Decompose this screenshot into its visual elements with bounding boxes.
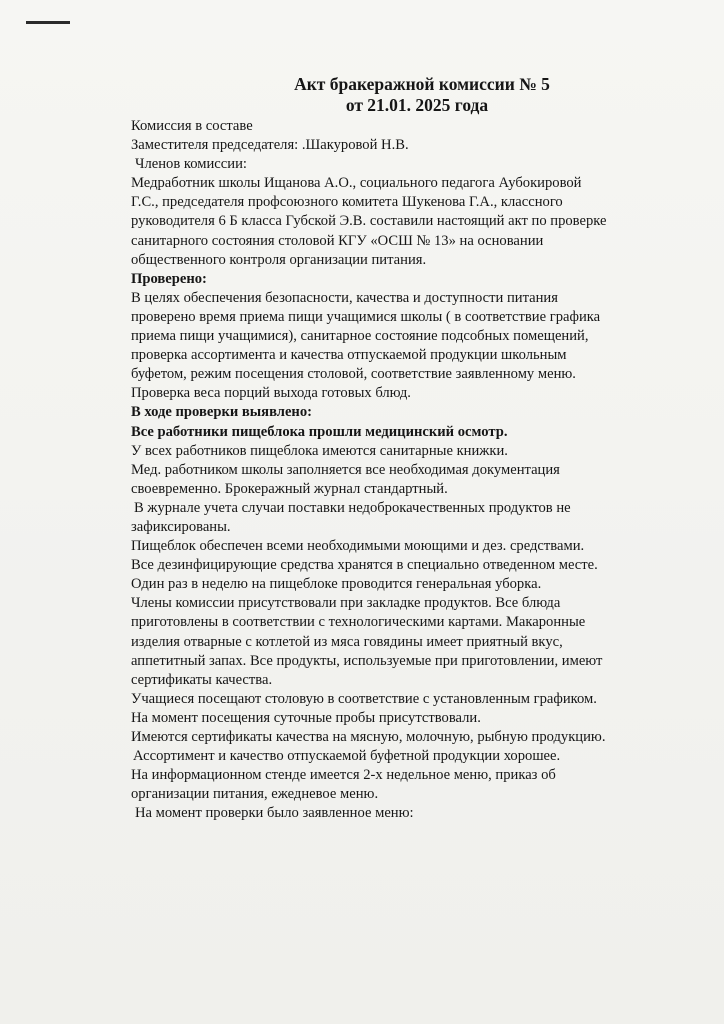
text-line: Заместителя председателя: .Шакуровой Н.В. xyxy=(131,137,409,154)
title-line-2: от 21.01. 2025 года xyxy=(345,95,489,115)
text-line: своевременно. Брокеражный журнал стандартный. xyxy=(131,480,448,497)
text-line: изделия отварные с котлетой из мяса говядины имеет приятный вкус, xyxy=(131,633,563,650)
text-line: организации питания, ежедневое меню. xyxy=(131,786,379,803)
text-line: Пищеблок обеспечен всеми необходимыми моющими и дез. средствами. xyxy=(131,538,585,555)
text-line: У всех работников пищеблока имеются санитарные книжки. xyxy=(131,442,508,459)
text-line: проверено время приема пищи учащимися школы ( в соответствие графика xyxy=(131,308,601,325)
text-line: Медработник школы Ищанова А.О., социального педагога Аубокировой xyxy=(131,175,582,192)
text-line: Все дезинфицирующие средства хранятся в специально отведенном месте. xyxy=(131,557,598,574)
text-line: Учащиеся посещают столовую в соответствие с установленным графиком. xyxy=(131,690,597,707)
text-line: Проверка веса порций выхода готовых блюд. xyxy=(131,385,411,402)
text-line: На момент проверки было заявленное меню: xyxy=(135,805,414,822)
text-line: Г.С., председателя профсоюзного комитета Шукенова Г.А., классного xyxy=(131,194,563,211)
text-line: В целях обеспечения безопасности, качества и доступности питания xyxy=(131,289,558,306)
section-heading-checked: Проверено: xyxy=(131,270,207,287)
text-line: общественного контроля организации питания. xyxy=(131,251,427,268)
document-title xyxy=(0,74,724,116)
text-line: Комиссия в составе xyxy=(131,118,253,134)
text-line: буфетом, режим посещения столовой, соответствие заявленному меню. xyxy=(131,366,576,383)
text-line: Членов комиссии: xyxy=(135,156,247,173)
text-line: Ассортимент и качество отпускаемой буфетной продукции хорошее. xyxy=(133,748,561,765)
text-line: Имеются сертификаты качества на мясную, молочную, рыбную продукцию. xyxy=(131,729,606,745)
text-line: проверка ассортимента и качества отпускаемой продукции школьным xyxy=(131,347,567,364)
text-line: В журнале учета случаи поставки недоброкачественных продуктов не xyxy=(134,499,571,516)
text-line: сертификаты качества. xyxy=(131,671,273,688)
text-line: На момент посещения суточные пробы присутствовали. xyxy=(131,709,481,726)
text-line: зафиксированы. xyxy=(131,518,231,535)
title-line-1: Акт бракеражной комиссии № 5 xyxy=(294,74,550,94)
document-body xyxy=(131,117,691,823)
text-line: аппетитный запах. Все продукты, используемые при приготовлении, имеют xyxy=(131,652,603,669)
text-line: Члены комиссии присутствовали при закладке продуктов. Все блюда xyxy=(131,595,561,612)
text-line: приготовлены в соответствии с технологическими картами. Макаронные xyxy=(131,614,586,631)
text-line: руководителя 6 Б класса Губской Э.В. составили настоящий акт по проверке xyxy=(131,213,607,230)
corner-scan-mark xyxy=(26,21,70,24)
text-line: Один раз в неделю на пищеблоке проводится генеральная уборка. xyxy=(131,576,542,593)
text-line: На информационном стенде имеется 2-х недельное меню, приказ об xyxy=(131,767,556,784)
text-line: приема пищи учащимися), санитарное состояние подсобных помещений, xyxy=(131,328,589,345)
text-line: санитарного состояния столовой КГУ «ОСШ № 13» на основании xyxy=(131,232,544,249)
section-heading-medical: Все работники пищеблока прошли медицинский осмотр. xyxy=(131,423,508,440)
text-line: Мед. работником школы заполняется все необходимая документация xyxy=(131,461,560,478)
section-heading-findings: В ходе проверки выявлено: xyxy=(131,404,312,421)
